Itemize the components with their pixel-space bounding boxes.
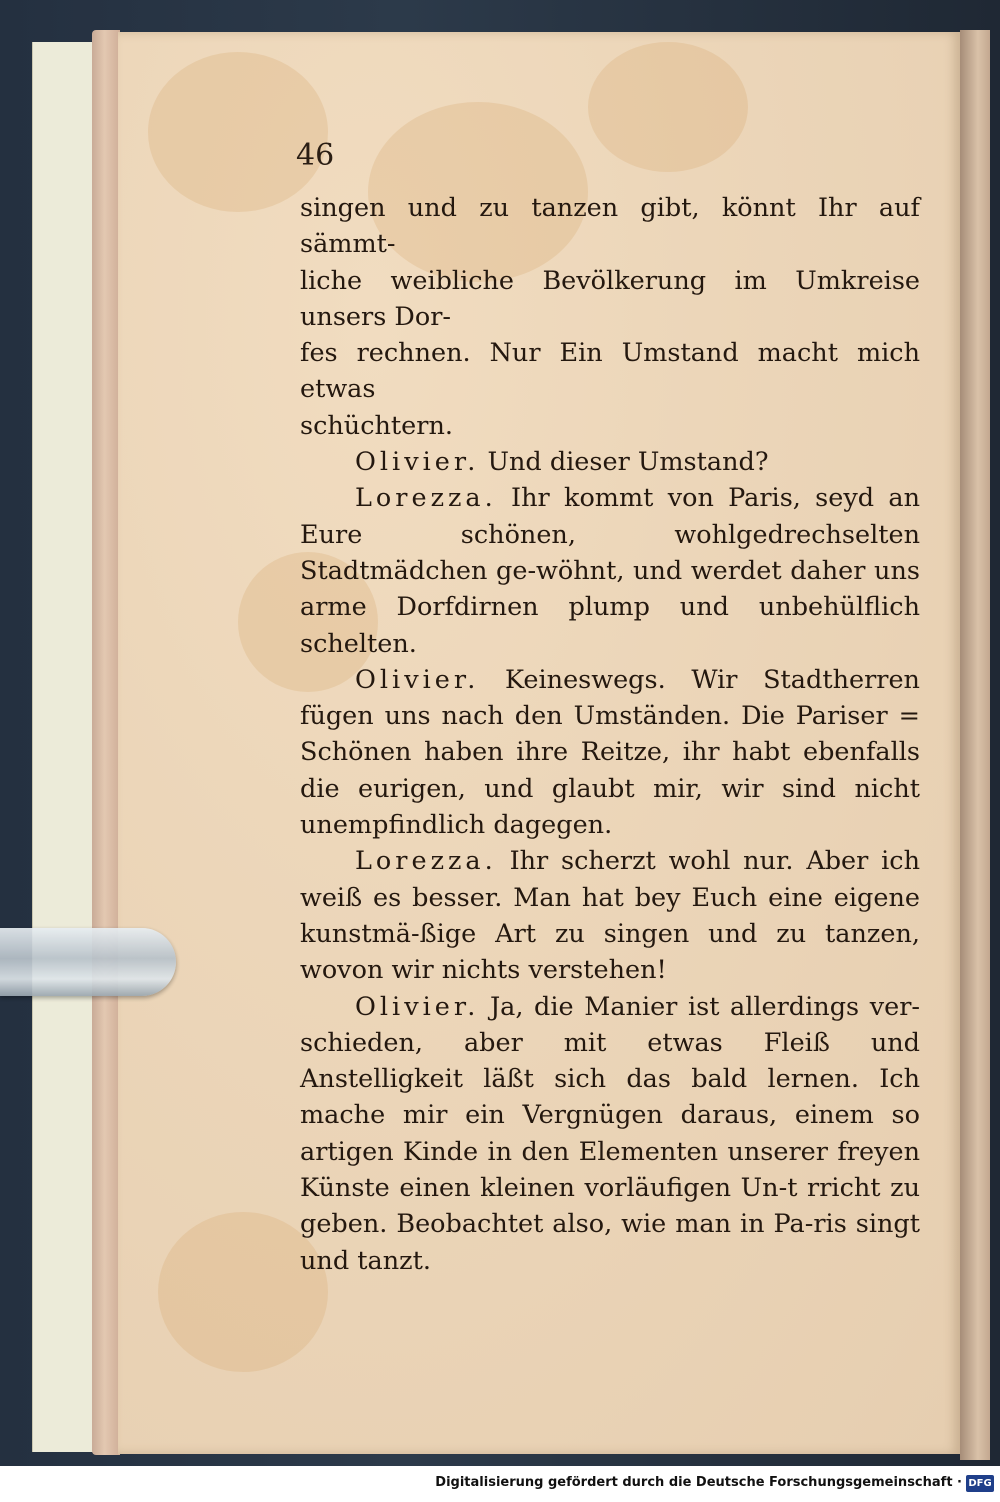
dialogue-paragraph — [300, 480, 920, 661]
dialogue-paragraph — [300, 444, 920, 480]
dfg-logo: DFG — [966, 1475, 994, 1492]
speaker-name: Lorezza. — [355, 846, 497, 877]
page-text — [300, 190, 920, 1279]
text-line: fes rechnen. Nur Ein Umstand macht mich etwas — [300, 338, 920, 405]
paragraph — [300, 190, 920, 444]
book-clip — [0, 928, 176, 996]
dialogue-text: Ihr kommt von Paris, seyd an Eure schönen, wohlgedrechselten Stadtmädchen ge-wöhnt, und werdet daher uns arme Dorfdirnen plump und unbehülflich schelten. — [300, 483, 920, 659]
dialogue-text: Keineswegs. Wir Stadtherren fügen uns nach den Umständen. Die Pariser = Schönen haben ihre Reitze, ihr habt ebenfalls die eurigen, und glaubt mir, wir sind nicht unempfindlich dagegen. — [300, 664, 920, 841]
stain — [148, 52, 328, 212]
dialogue-text: Ja, die Manier ist allerdings ver-schieden, aber mit etwas Fleiß und Anstelligkeit läßt sich das bald lernen. Ich mache mir ein Vergnügen daraus, einem so artigen Kinde in den Elementen unserer freyen Künste einen kleinen vorläufigen Un-t rricht zu geben. Beobachtet also, wie man in Pa-ris singt und tanzt. — [300, 991, 920, 1276]
footer-bar — [0, 1466, 1000, 1502]
stain — [588, 42, 748, 172]
dialogue-paragraph — [300, 843, 920, 988]
text-line: liche weibliche Bevölkerung im Umkreise unsers Dor- — [300, 265, 920, 332]
speaker-name: Olivier. — [355, 991, 480, 1022]
dialogue-paragraph — [300, 989, 920, 1279]
next-page-edge — [960, 30, 990, 1460]
dialogue-text: Ihr scherzt wohl nur. Aber ich weiß es besser. Man hat bey Euch eine eigene kunstmä-ßige Art zu singen und zu tanzen, wovon wir nichts verstehen! — [300, 846, 920, 986]
text-line: singen und zu tanzen gibt, könnt Ihr auf sämmt- — [300, 193, 920, 260]
page-number: 46 — [296, 138, 335, 173]
speaker-name: Olivier. — [355, 664, 480, 695]
dialogue-text: Und dieser Umstand? — [487, 447, 769, 478]
speaker-name: Olivier. — [355, 447, 480, 478]
speaker-name: Lorezza. — [355, 483, 497, 514]
text-line: schüchtern. — [300, 410, 453, 441]
page-edge — [92, 30, 120, 1455]
dialogue-paragraph — [300, 662, 920, 843]
footer-credit: Digitalisierung gefördert durch die Deutsche Forschungsgemeinschaft · — [435, 1475, 962, 1490]
